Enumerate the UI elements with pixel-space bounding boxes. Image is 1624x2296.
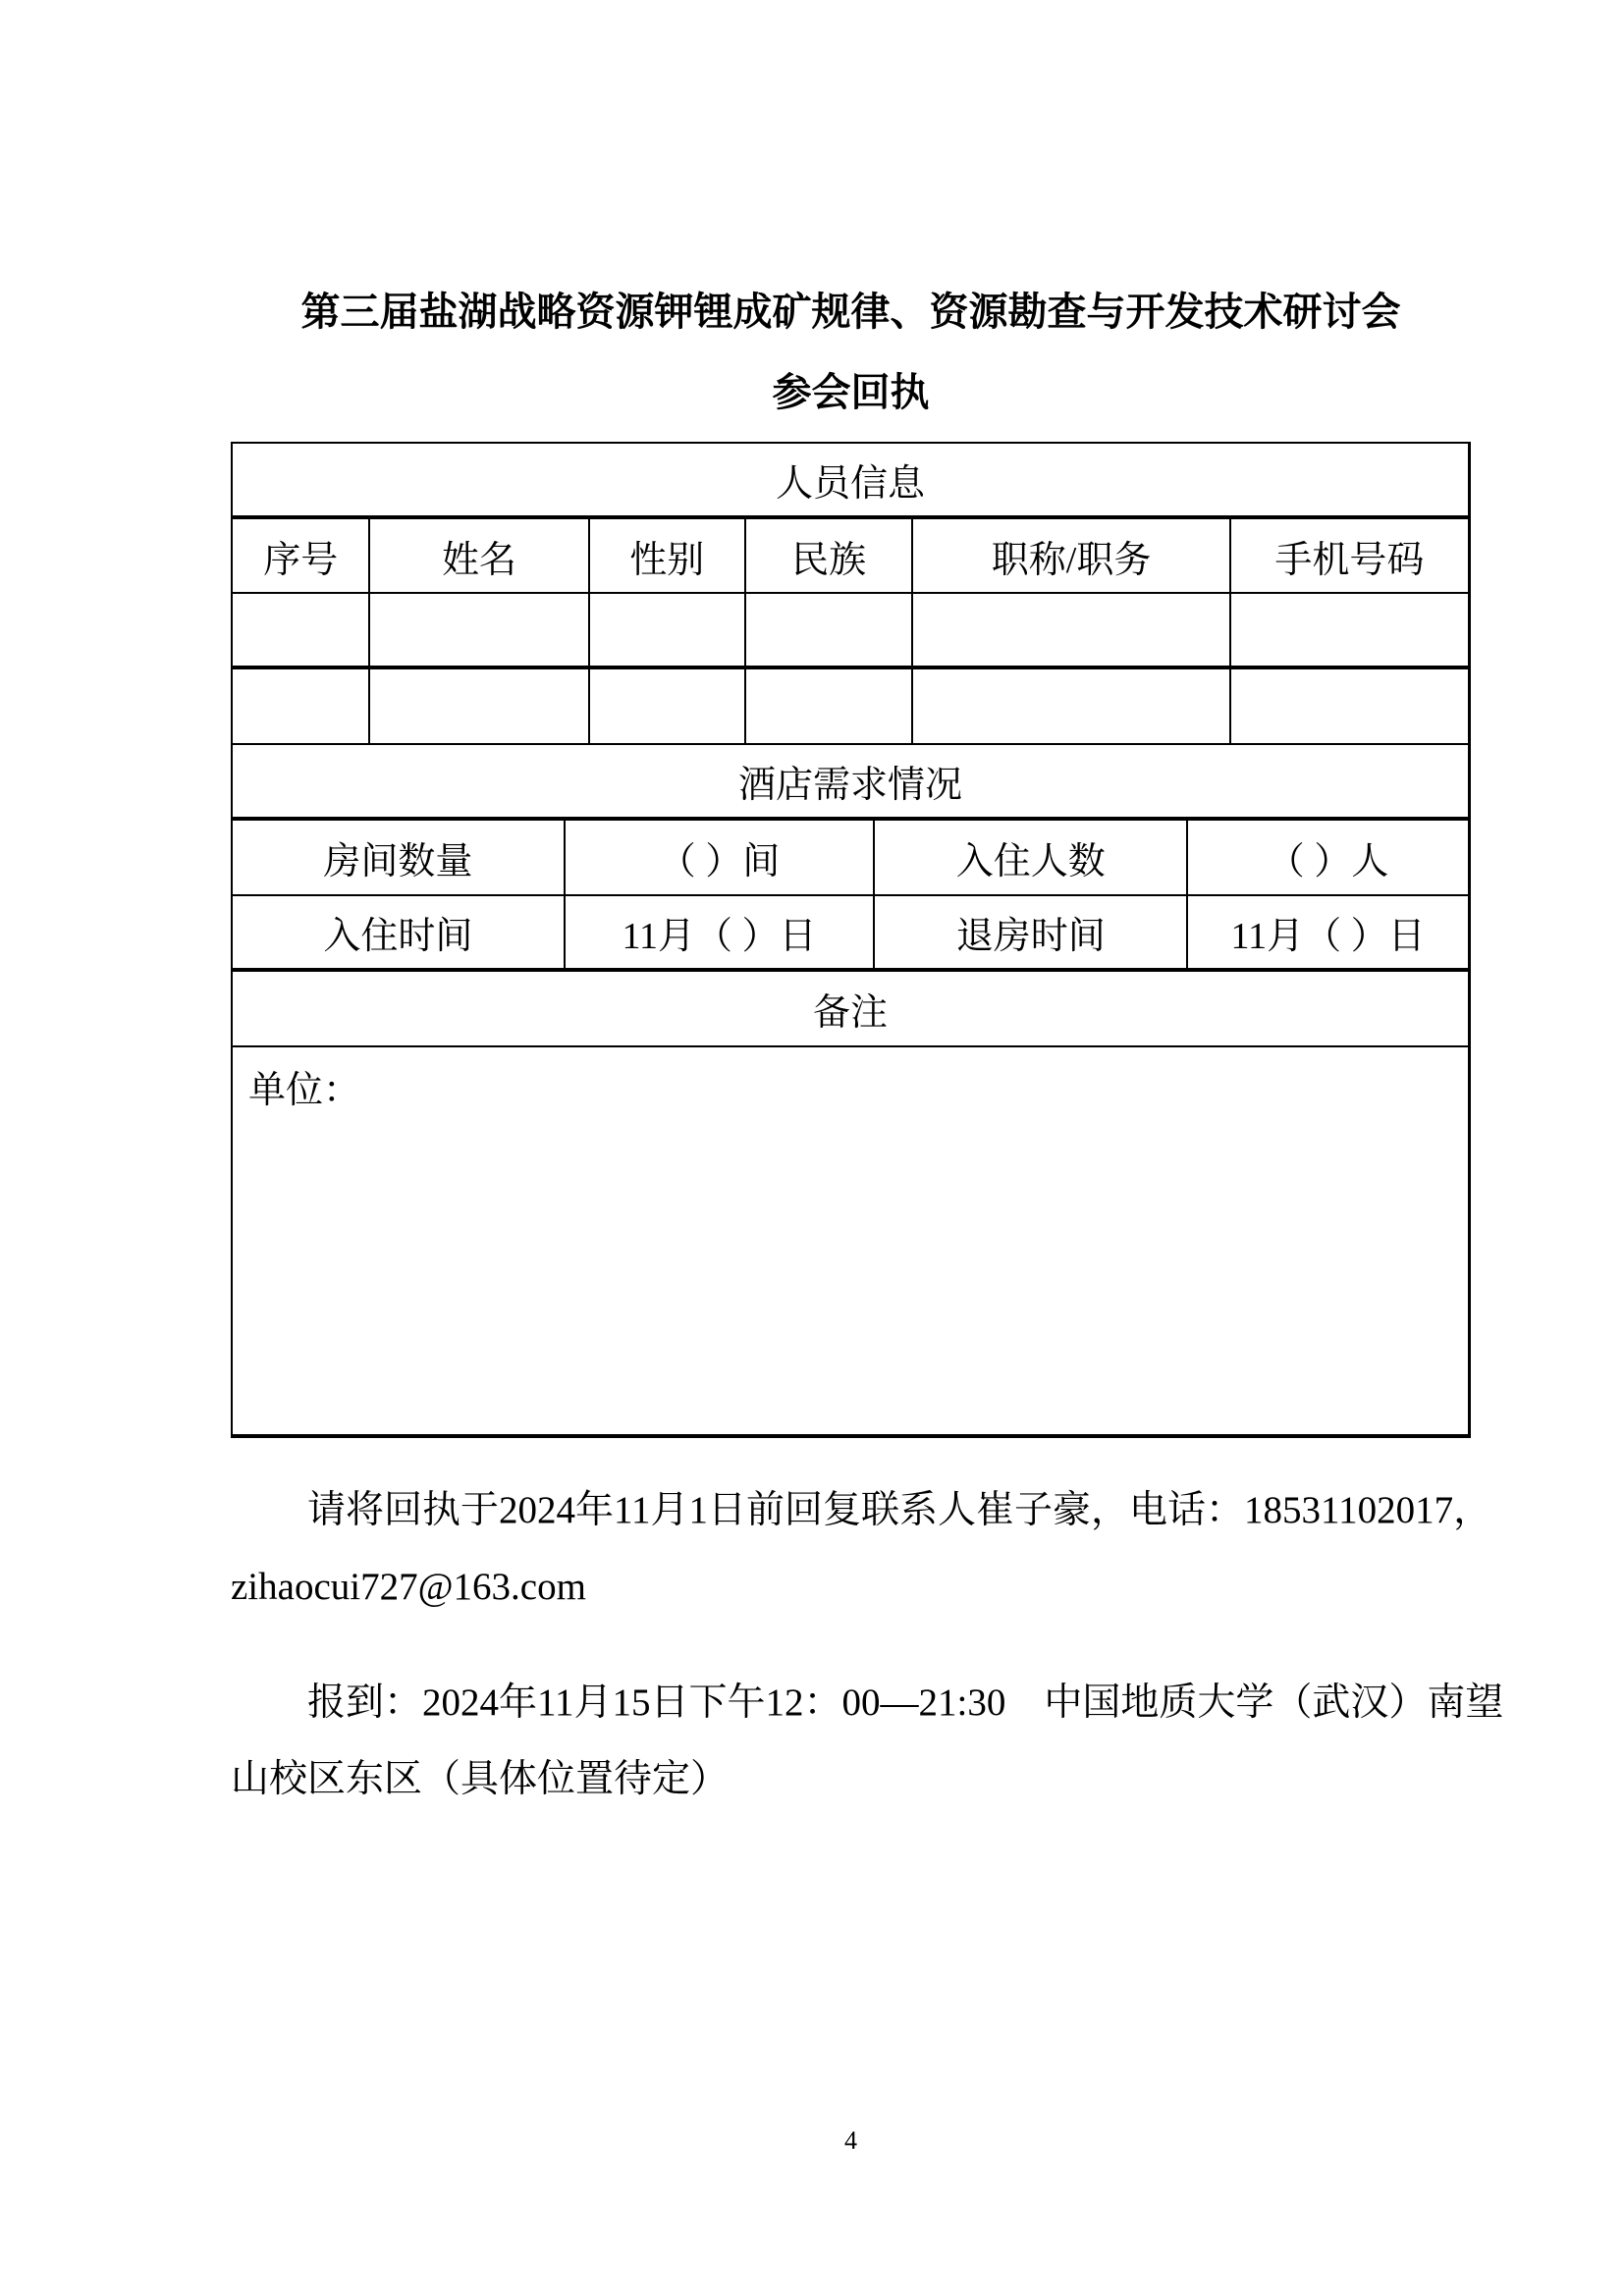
document-subtitle: 参会回执 <box>772 370 930 414</box>
empty-cell <box>746 594 913 666</box>
person-info-header-row <box>233 519 1468 594</box>
hotel-needs-section-header: 酒店需求情况 <box>233 745 1468 821</box>
guest-count-label: 入住人数 <box>875 821 1188 894</box>
hotel-dates-row <box>233 896 1468 972</box>
empty-cell <box>590 594 746 666</box>
empty-cell <box>913 669 1231 743</box>
checkin-paragraph-line-2: 山校区东区（具体位置待定） <box>231 1758 730 1800</box>
checkin-paragraph-line-1: 报到：2024年11月15日下午12：00—21:30 中国地质大学（武汉）南望 <box>307 1682 1504 1724</box>
column-header-name: 姓名 <box>370 519 589 592</box>
column-header-title-position: 职称/职务 <box>913 519 1231 592</box>
unit-cell <box>233 1047 1468 1434</box>
footer-paragraphs <box>231 1472 1504 1818</box>
empty-cell <box>233 594 370 666</box>
contact-paragraph-line-1: 请将回执于2024年11月1日前回复联系人崔子豪，电话：18531102017， <box>307 1489 1492 1531</box>
registration-table <box>231 442 1471 1438</box>
person-info-empty-row-1 <box>233 594 1468 669</box>
empty-cell <box>233 669 370 743</box>
column-header-index: 序号 <box>233 519 370 592</box>
empty-cell <box>1231 669 1468 743</box>
checkout-time-value: 11月（ ）日 <box>1230 916 1426 957</box>
room-count-value: （ ）间 <box>566 821 876 894</box>
contact-email: zihaocui727@163.com <box>231 1566 586 1608</box>
empty-cell <box>590 669 746 743</box>
document-title: 第三届盐湖战略资源钾锂成矿规律、资源勘查与开发技术研讨会 <box>300 290 1401 334</box>
empty-cell <box>370 594 589 666</box>
person-info-empty-row-2 <box>233 669 1468 745</box>
page-number: 4 <box>844 2126 857 2155</box>
hotel-rooms-row <box>233 821 1468 896</box>
guest-count-value: （ ）人 <box>1267 841 1389 882</box>
person-info-section-header: 人员信息 <box>233 444 1468 519</box>
remarks-section-header: 备注 <box>233 972 1468 1047</box>
column-header-ethnicity: 民族 <box>746 519 913 592</box>
column-header-gender: 性别 <box>590 519 746 592</box>
unit-label: 单位： <box>248 1070 361 1111</box>
room-count-label: 房间数量 <box>233 821 566 894</box>
empty-cell <box>370 669 589 743</box>
checkin-time-label: 入住时间 <box>233 896 566 968</box>
checkin-time-value: 11月（ ）日 <box>566 896 876 968</box>
empty-cell <box>1231 594 1468 666</box>
empty-cell <box>746 669 913 743</box>
column-header-mobile: 手机号码 <box>1274 539 1425 581</box>
empty-cell <box>913 594 1231 666</box>
checkout-time-label: 退房时间 <box>875 896 1188 968</box>
